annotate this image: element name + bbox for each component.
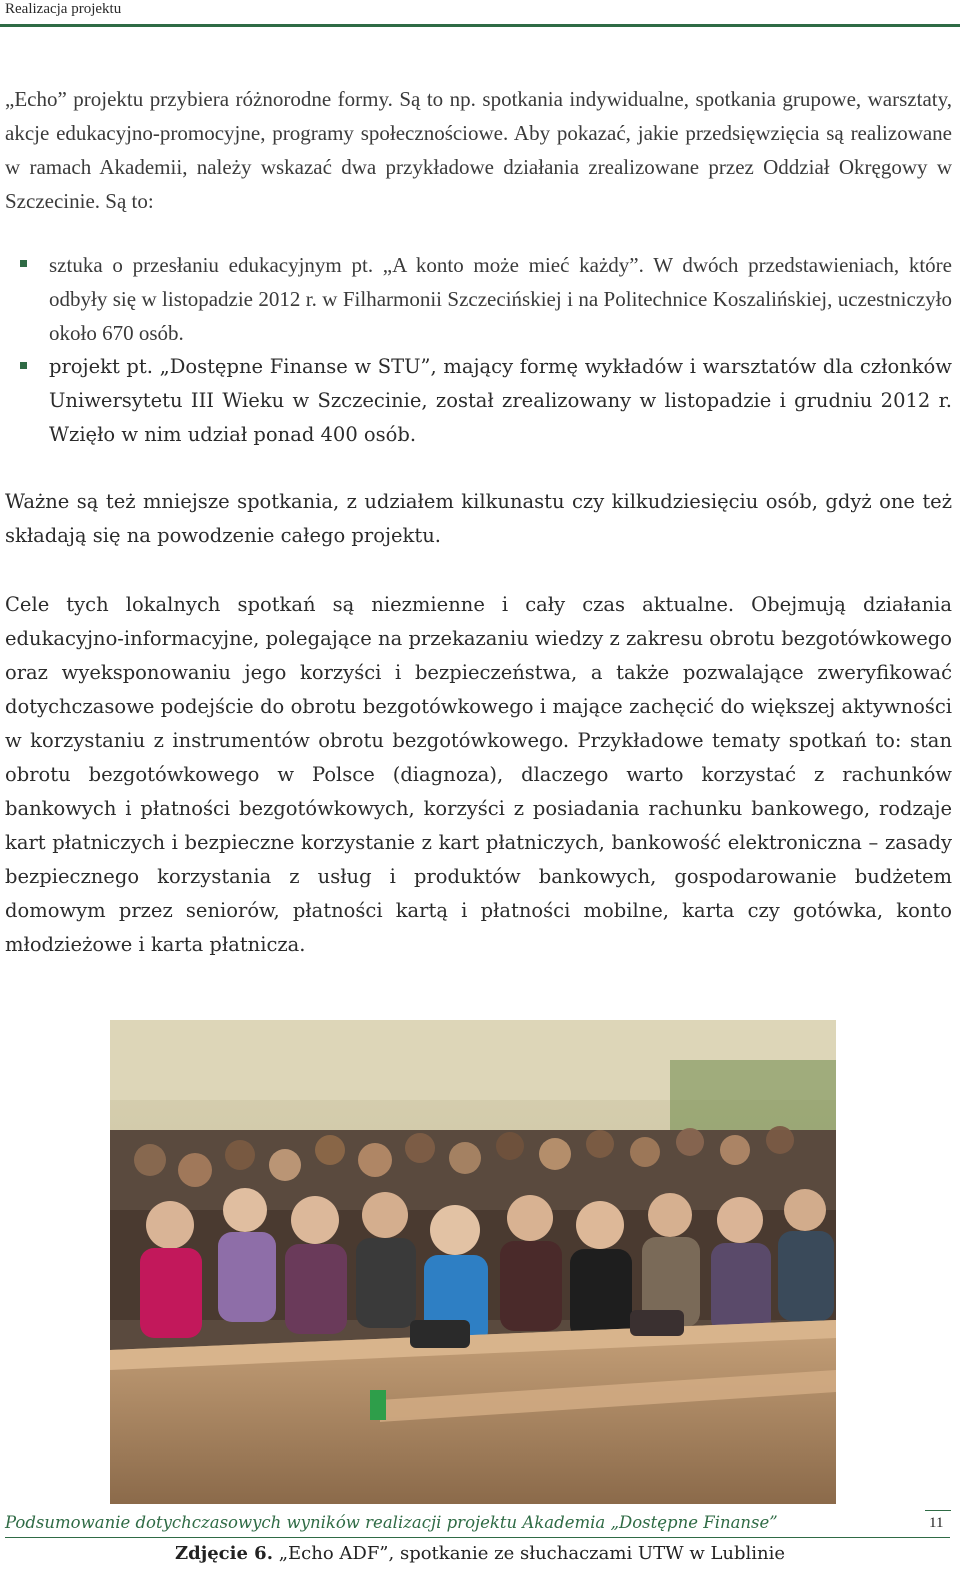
bullet-item bbox=[5, 248, 952, 350]
bullet-item bbox=[5, 350, 952, 452]
bullet-text: sztuka o przesłaniu edukacyjnym pt. „A konto może mieć każdy”. W dwóch przedstawieniach, które odbyły się w listopadzie 2012 r. w Filharmonii Szczecińskiej i na Politechnice Koszalińskiej, uczestniczyło około 670 osób. bbox=[49, 253, 952, 345]
goals-paragraph: Cele tych lokalnych spotkań są niezmienne i cały czas aktualne. Obejmują działania edukacyjno-informacyjne, polegające na przekazaniu wiedzy z zakresu obrotu bezgotówkowego oraz wyeksponowaniu jego korzyści i bezpieczeństwa, a także pozwalające zweryfikować dotychczasowe podejście do obrotu bezgotówkowego i mające zachęcić do większej aktywności w korzystaniu z instrumentów obrotu bezgotówkowego. Przykładowe tematy spotkań to: stan obrotu bezgotówkowego w Polsce (diagnoza), dlaczego warto korzystać z rachunków bankowych i płatności bezgotówkowych, korzyści z posiadania rachunku bankowego, rodzaje kart płatniczych i bezpieczne korzystanie z kart płatniczych, bankowość elektroniczna – zasady bezpiecznego korzystania z usług i produktów bankowych, gospodarowanie budżetem domowym przez seniorów, płatności kartą i płatności mobilne, karta czy gotówka, konto młodzieżowe i karta płatnicza. bbox=[5, 593, 952, 956]
footer-title: Podsumowanie dotychczasowych wyników realizacji projektu Akademia „Dostępne Finanse” bbox=[5, 1513, 778, 1532]
header-title: Realizacja projektu bbox=[5, 1, 122, 17]
caption-label: Zdjęcie 6. bbox=[174, 1543, 273, 1564]
header-rule bbox=[0, 24, 960, 27]
photo-caption bbox=[0, 1543, 960, 1564]
square-bullet-icon bbox=[20, 260, 27, 267]
footer-rule bbox=[5, 1537, 950, 1538]
bullet-list bbox=[5, 248, 952, 452]
bullet-text: projekt pt. „Dostępne Finanse w STU”, mający formę wykładów i warsztatów dla członków Uniwersytetu III Wieku w Szczecinie, został zrealizowany w listopadzie i grudniu 2012 r. Wzięło w nim udział ponad 400 osób. bbox=[49, 355, 952, 446]
page-number: 11 bbox=[929, 1515, 944, 1531]
caption-text: „Echo ADF”, spotkanie ze słuchaczami UTW w Lublinie bbox=[272, 1543, 786, 1564]
smaller-meetings-paragraph: Ważne są też mniejsze spotkania, z udziałem kilkunastu czy kilkudziesięciu osób, gdyż one też składają się na powodzenie całego projektu. bbox=[5, 490, 952, 547]
intro-paragraph: „Echo” projektu przybiera różnorodne formy. Są to np. spotkania indywidualne, spotkania grupowe, warsztaty, akcje edukacyjno-promocyjne, programy społecznościowe. Aby pokazać, jakie przedsięwzięcia są realizowane w ramach Akademii, należy wskazać dwa przykładowe działania zrealizowane przez Oddział Okręgowy w Szczecinie. Są to: bbox=[5, 87, 952, 213]
meeting-photo bbox=[110, 1020, 836, 1504]
page-header bbox=[0, 0, 960, 26]
square-bullet-icon bbox=[20, 362, 27, 369]
